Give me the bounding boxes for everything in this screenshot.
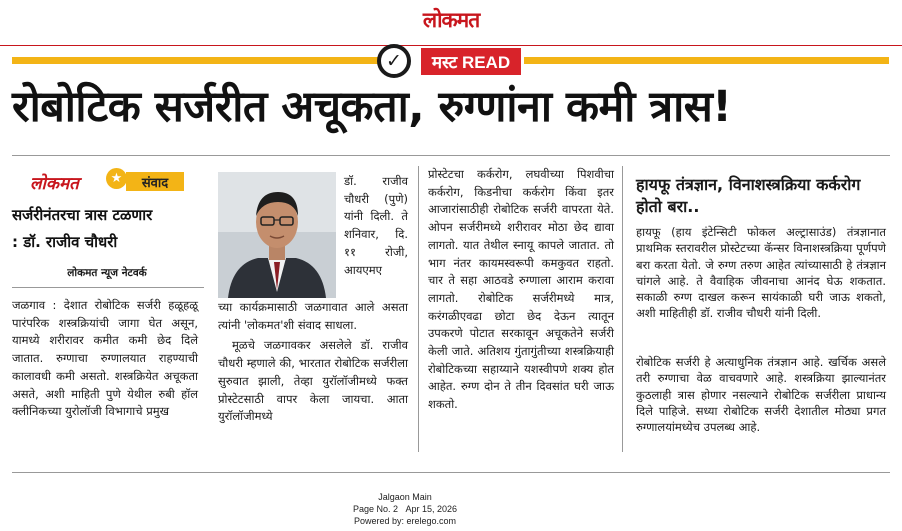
article-paragraph: डॉ. राजीव चौधरी (पुणे) यांनी दिली. ते शनिवार, दि. ११ रोजी, आयएमए [344,174,408,277]
article-subhead-line1: सर्जरीनंतरचा त्रास टळणार [12,206,153,224]
article-paragraph: जळगाव : देशात रोबोटिक सर्जरी हळूहळू पारंपरिक शस्त्रक्रियांची जागा घेत असून, यामध्ये शरीरावर कमीत कमी छेद दिले जातात. रुग्णाचा रुग्णालयात राहण्याची कालावधी कमी असतो. शस्त्रक्रियेत अचूकता असते, अशी माहिती पुणे येथील रुबी हॉल क्लीनिकच्या युरोलॉजी विभागाचे प्रमुख [12,298,198,419]
article-subhead-line2: : डॉ. राजीव चौधरी [12,233,118,251]
sidebar-heading: हायफू तंत्रज्ञान, विनाशस्त्रक्रिया कर्करोग होतो बरा.. [636,175,861,216]
column-divider [418,166,419,452]
footer-edition: Jalgaon Main [378,492,432,502]
article-column-2-top [344,173,408,279]
banner-stripe-right [524,57,889,64]
footer-info [350,491,460,527]
article-paragraph: मूळचे जळगावकर असलेले डॉ. राजीव चौधरी म्हणाले की, भारतात रोबोटिक सर्जरीला सुरुवात झाली, तेव्हा युरॉलॉजीमध्ये फक्त प्रोस्टेटसाठी वापर केला जायचा. आता युरॉलॉजीमध्ये [218,338,408,424]
article-column-1 [12,297,198,421]
column-badge: संवाद [126,172,184,191]
sidebar-paragraph-2: रोबोटिक सर्जरी हे अत्याधुनिक तंत्रज्ञान आहे. खर्चिक असले तरी रुग्णाचा वेळ वाचवणारे आहे. शस्त्रक्रिया झाल्यानंतर कुठलाही त्रास होणार नसल्याने रोबोटिक सर्जरीला प्राधान्य दिले पाहिजे. सध्या रोबोटिक सर्जरी देशातील मोठ्या प्रगत रुग्णालयांमध्येच उपलब्ध आहे. [636,355,886,435]
column-brand: लोकमत [30,174,79,194]
footer-date: Apr 15, 2026 [405,504,458,514]
article-column-2 [218,299,408,426]
column-divider [622,166,623,452]
footer-page: Page No. 2 [352,504,398,514]
check-icon: ✓ [377,44,411,78]
headline-divider [12,155,890,156]
article-column-3 [428,166,614,414]
must-read-badge: मस्ट READ [421,48,521,75]
page-headline: रोबोटिक सर्जरीत अचूकता, रुग्णांना कमी त्रास! [12,82,732,132]
page-bottom-divider [12,472,890,473]
masthead-divider [0,45,902,46]
banner-stripe-left [12,57,378,64]
article-paragraph: च्या कार्यक्रमासाठी जळगावात आले असता त्यांनी 'लोकमत'शी संवाद साधला. [218,300,408,332]
footer-page-date [350,503,460,515]
author-photo [218,172,336,298]
footer-powered-by[interactable]: Powered by: erelego.com [353,516,457,526]
bureau-credit: लोकमत न्यूज नेटवर्क [67,267,147,279]
portrait-illustration [218,172,336,298]
newspaper-logo: लोकमत [422,8,480,32]
byline-divider [12,287,204,288]
sidebar-paragraph-1: हायफू (हाय इंटेन्सिटी फोकल अल्ट्रासाउंड) तंत्रज्ञानात प्राथमिक स्तरावरील प्रोस्टेटच्या कॅन्सर विनाशस्त्रक्रिया पूर्णपणे बरा करता येतो. जे रुग्ण तरुण आहेत त्यांच्यासाठी हे तंत्रज्ञान चांगले आहे. ते वैवाहिक जीवनाचा आनंद घेऊ शकतात. सकाळी रुग्ण दाखल करून सायंकाळी घरी जाऊ शकतो, अशी माहितीही डॉ. राजीव चौधरी यांनी दिली. [636,225,886,321]
star-icon: ★ [106,168,127,189]
article-paragraph: प्रोस्टेटचा कर्करोग, लघवीच्या पिशवीचा कर्करोग, किडनीचा कर्करोग किंवा इतर आजारांसाठीही रोबोटिक सर्जरी वापरता येते. ओपन सर्जरीमध्ये शरीरावर मोठा छेद द्यावा लागतो. यात तेथील स्नायू कापले जातात. तो भाग नंतर कायमस्वरूपी कमकुवत राहतो. चार ते सहा आठवडे रुग्णाला आराम करावा लागतो. रोबोटिक सर्जरीमध्ये मात्र, करंगळीएवढा छोटा छेद देऊन त्यातून उपकरणे पोटात सरकावून अचूकतेने सर्जरी केली जाते. अतिशय गुंतागुंतीच्या शस्त्रक्रियाही रोबोटिकच्या सहाय्याने यशस्वीपणे शक्य होत आहेत. रुग्ण दोन ते तीन दिवसांत घरी जाऊ शकतो. [428,167,614,412]
